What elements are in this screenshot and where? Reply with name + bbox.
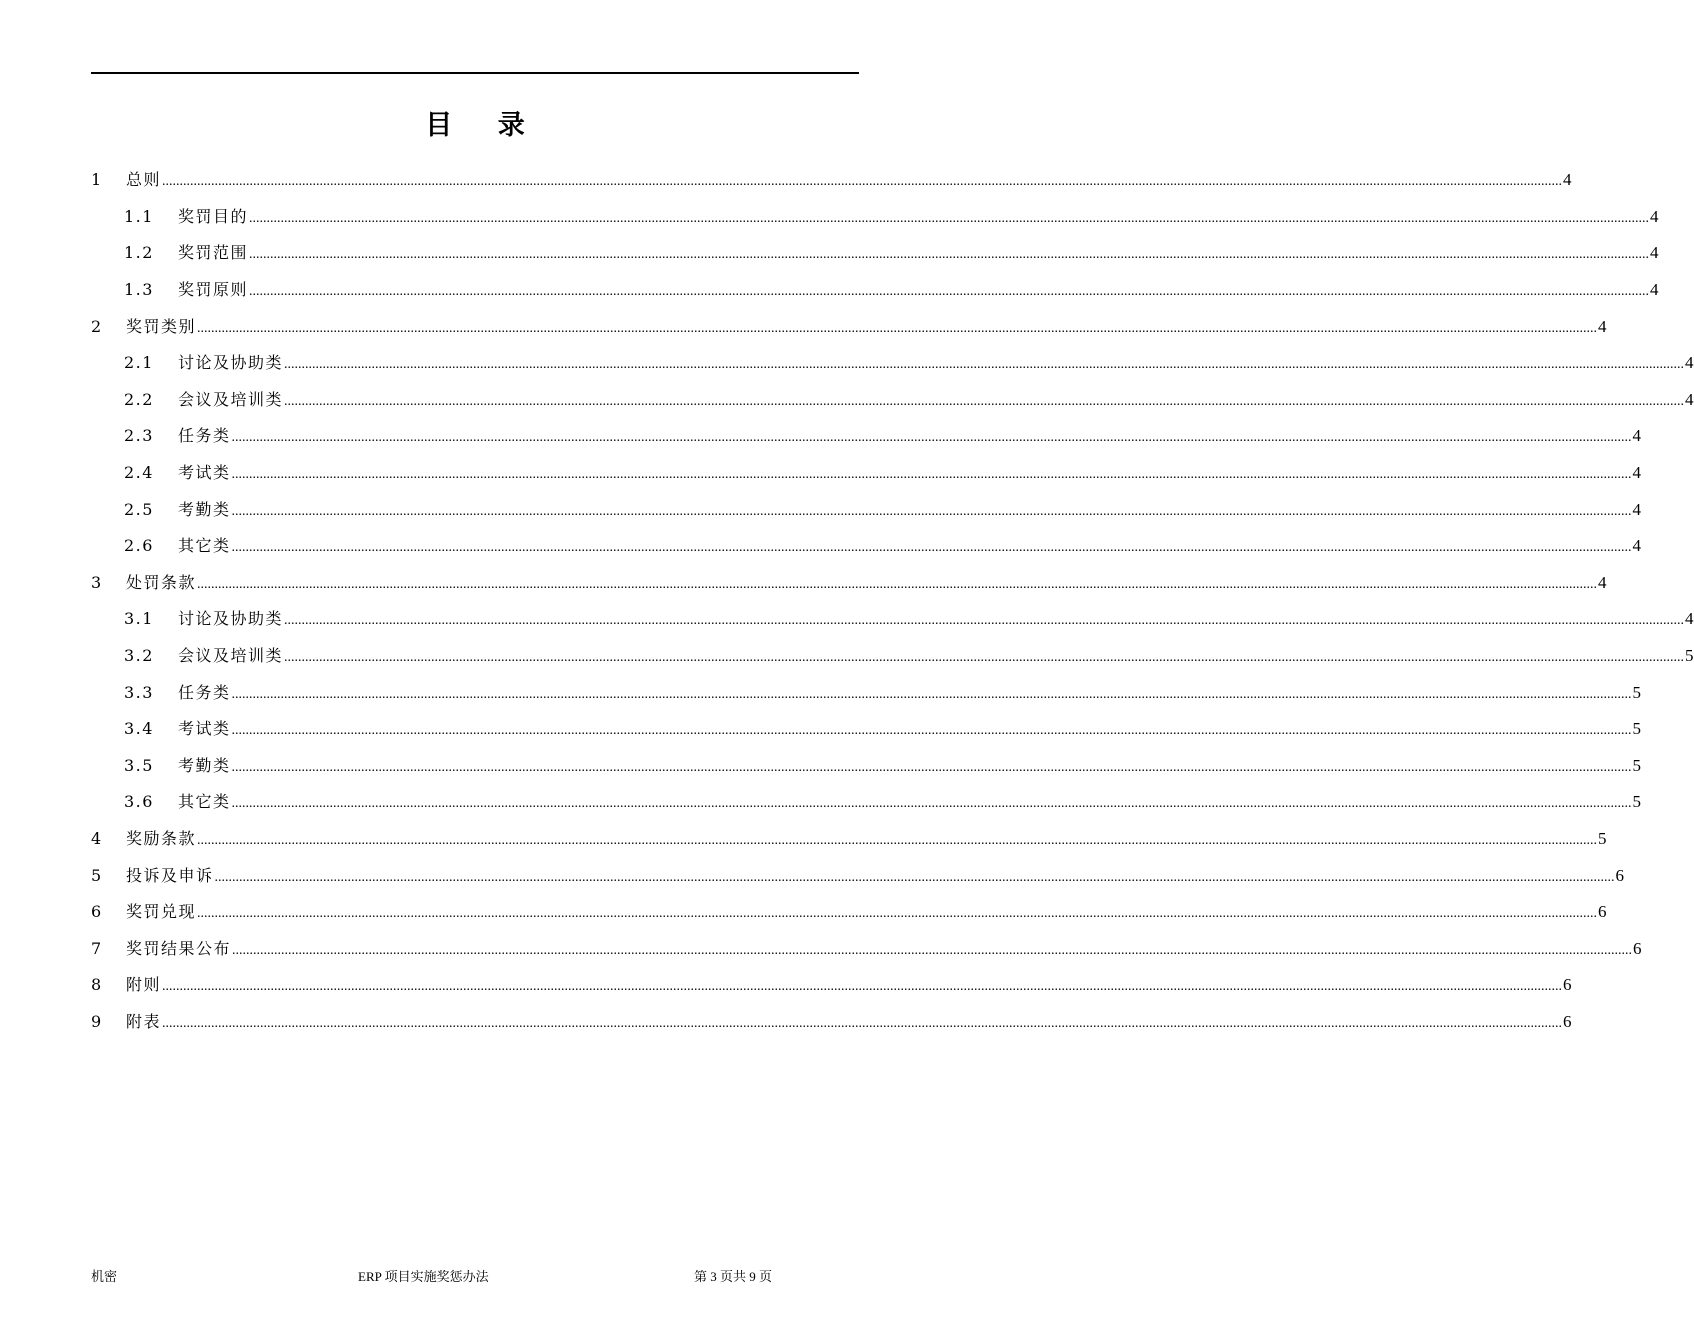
- toc-entry-page: 5: [1632, 792, 1642, 812]
- toc-entry-page: 5: [1632, 719, 1642, 739]
- toc-entry-title: 任务类: [178, 682, 231, 702]
- toc-entry[interactable]: [91, 528, 1642, 565]
- toc-dot-leader: ................................................................................................................................................................................................................................................................................................................................................................................................................: [231, 430, 1632, 446]
- toc-entry-page: 6: [1563, 1011, 1572, 1031]
- toc-entry[interactable]: [91, 821, 1607, 858]
- toc-entry[interactable]: [91, 235, 1659, 272]
- toc-entry[interactable]: [91, 967, 1572, 1004]
- toc-dot-leader: ................................................................................................................................................................................................................................................................................................................................................................................................................: [231, 540, 1632, 556]
- toc-entry-title: 考试类: [178, 463, 231, 483]
- toc-entry-number: 4: [91, 828, 103, 848]
- toc-entry-number: 3.3: [124, 682, 154, 702]
- toc-entry-title: 考试类: [178, 719, 231, 739]
- toc-entry-number: 6: [91, 902, 103, 922]
- toc-entry-page: 4: [1632, 499, 1642, 519]
- toc-entry-page: 6: [1615, 865, 1625, 885]
- toc-entry[interactable]: [91, 455, 1642, 492]
- toc-dot-leader: ................................................................................................................................................................................................................................................................................................................................................................................................................: [249, 210, 1650, 226]
- toc-entry-number: 3.5: [124, 755, 154, 775]
- toc-entry[interactable]: [91, 491, 1642, 528]
- toc-entry-title: 会议及培训类: [178, 646, 284, 666]
- toc-entry-page: 5: [1685, 646, 1694, 666]
- toc-entry[interactable]: [91, 345, 1694, 382]
- toc-entry-number: 7: [91, 938, 103, 958]
- toc-entry-title: 考勤类: [178, 755, 231, 775]
- toc-entry[interactable]: [91, 894, 1607, 931]
- toc-entry-page: 4: [1632, 426, 1642, 446]
- toc-entry-page: 4: [1598, 316, 1607, 336]
- toc-entry[interactable]: [91, 674, 1642, 711]
- toc-entry-page: 4: [1650, 280, 1659, 300]
- toc-entry-number: 3.2: [124, 646, 154, 666]
- toc-entry-title: 奖罚类别: [126, 316, 197, 336]
- toc-entry-number: 2.1: [124, 353, 154, 373]
- toc-dot-leader: ................................................................................................................................................................................................................................................................................................................................................................................................................: [197, 832, 1598, 848]
- toc-entry-title: 奖罚原则: [178, 280, 249, 300]
- toc-entry-page: 4: [1685, 389, 1694, 409]
- toc-dot-leader: ................................................................................................................................................................................................................................................................................................................................................................................................................: [231, 759, 1632, 775]
- toc-entry-title: 任务类: [178, 426, 231, 446]
- toc-dot-leader: ................................................................................................................................................................................................................................................................................................................................................................................................................: [162, 1015, 1563, 1031]
- toc-entry[interactable]: [91, 711, 1642, 748]
- toc-entry-title: 奖罚范围: [178, 243, 249, 263]
- toc-entry-number: 1.2: [124, 243, 154, 263]
- toc-dot-leader: ................................................................................................................................................................................................................................................................................................................................................................................................................: [197, 906, 1598, 922]
- toc-dot-leader: ................................................................................................................................................................................................................................................................................................................................................................................................................: [249, 247, 1650, 263]
- toc-entry-title: 讨论及协助类: [178, 353, 284, 373]
- toc-title: 目 录: [425, 110, 525, 141]
- toc-entry-title: 考勤类: [178, 499, 231, 519]
- toc-entry-number: 2.3: [124, 426, 154, 446]
- toc-entry[interactable]: [91, 272, 1659, 309]
- toc-entry-page: 4: [1563, 170, 1572, 190]
- toc-entry-title: 奖罚结果公布: [126, 938, 232, 958]
- toc-dot-leader: ................................................................................................................................................................................................................................................................................................................................................................................................................: [284, 393, 1685, 409]
- toc-entry-number: 3: [91, 572, 103, 592]
- toc-entry-number: 2.2: [124, 389, 154, 409]
- toc-entry-page: 4: [1650, 243, 1659, 263]
- toc-entry[interactable]: [91, 308, 1607, 345]
- toc-entry[interactable]: [91, 162, 1572, 199]
- toc-entry-title: 讨论及协助类: [178, 609, 284, 629]
- toc-dot-leader: ................................................................................................................................................................................................................................................................................................................................................................................................................: [284, 357, 1685, 373]
- toc-dot-leader: ................................................................................................................................................................................................................................................................................................................................................................................................................: [197, 320, 1598, 336]
- toc-entry-title: 附则: [126, 975, 162, 995]
- toc-entry[interactable]: [91, 199, 1659, 236]
- toc-entry-number: 9: [91, 1011, 103, 1031]
- toc-entry-title: 会议及培训类: [178, 389, 284, 409]
- toc-entry-number: 2.5: [124, 499, 154, 519]
- toc-entry-title: 处罚条款: [126, 572, 197, 592]
- toc-entry-number: 3.1: [124, 609, 154, 629]
- toc-entry-number: 1: [91, 170, 103, 190]
- toc-entry-page: 6: [1598, 902, 1607, 922]
- footer-confidential-label: 机密: [91, 1269, 118, 1284]
- toc-dot-leader: ................................................................................................................................................................................................................................................................................................................................................................................................................: [284, 650, 1685, 666]
- toc-entry-title: 奖励条款: [126, 828, 197, 848]
- header-rule: [91, 72, 859, 74]
- toc-entry-title: 附表: [126, 1011, 162, 1031]
- toc-entry-page: 5: [1632, 682, 1642, 702]
- toc-entry-number: 1.3: [124, 280, 154, 300]
- toc-dot-leader: ................................................................................................................................................................................................................................................................................................................................................................................................................: [231, 467, 1632, 483]
- footer-document-name: ERP 项目实施奖惩办法: [358, 1269, 489, 1284]
- toc-dot-leader: ................................................................................................................................................................................................................................................................................................................................................................................................................: [231, 503, 1632, 519]
- toc-entry-number: 2: [91, 316, 103, 336]
- toc-entry-number: 2.6: [124, 536, 154, 556]
- toc-entry[interactable]: [91, 930, 1642, 967]
- toc-dot-leader: ................................................................................................................................................................................................................................................................................................................................................................................................................: [214, 869, 1615, 885]
- toc-entry-number: 5: [91, 865, 103, 885]
- toc-entry-page: 5: [1632, 755, 1642, 775]
- toc-dot-leader: ................................................................................................................................................................................................................................................................................................................................................................................................................: [231, 686, 1632, 702]
- toc-dot-leader: ................................................................................................................................................................................................................................................................................................................................................................................................................: [249, 284, 1650, 300]
- toc-entry-title: 其它类: [178, 792, 231, 812]
- toc-entry-page: 6: [1563, 975, 1572, 995]
- toc-entry-page: 4: [1685, 609, 1694, 629]
- toc-entry-page: 6: [1633, 938, 1642, 958]
- toc-dot-leader: ................................................................................................................................................................................................................................................................................................................................................................................................................: [162, 174, 1563, 190]
- toc-entry[interactable]: [91, 601, 1694, 638]
- toc-entry-page: 4: [1632, 536, 1642, 556]
- toc-entry[interactable]: [91, 748, 1642, 785]
- toc-dot-leader: ................................................................................................................................................................................................................................................................................................................................................................................................................: [232, 942, 1633, 958]
- toc-entry-title: 奖罚目的: [178, 206, 249, 226]
- page-footer: [0, 1266, 950, 1286]
- toc-entry-number: 3.6: [124, 792, 154, 812]
- toc-entry-page: 4: [1632, 463, 1642, 483]
- toc-dot-leader: ................................................................................................................................................................................................................................................................................................................................................................................................................: [231, 723, 1632, 739]
- toc-entry-title: 奖罚兑现: [126, 902, 197, 922]
- toc-entry-number: 2.4: [124, 463, 154, 483]
- toc-dot-leader: ................................................................................................................................................................................................................................................................................................................................................................................................................: [231, 796, 1632, 812]
- toc-entry-title: 其它类: [178, 536, 231, 556]
- toc-entry[interactable]: [91, 565, 1607, 602]
- toc-entry[interactable]: [91, 857, 1625, 894]
- toc-entry[interactable]: [91, 382, 1694, 419]
- toc-dot-leader: ................................................................................................................................................................................................................................................................................................................................................................................................................: [284, 613, 1685, 629]
- toc-entry[interactable]: [91, 1004, 1572, 1041]
- toc-entry[interactable]: [91, 418, 1642, 455]
- toc-entry[interactable]: [91, 638, 1694, 675]
- toc-entry-page: 4: [1598, 572, 1607, 592]
- toc-entry-title: 总则: [126, 170, 162, 190]
- toc-dot-leader: ................................................................................................................................................................................................................................................................................................................................................................................................................: [197, 576, 1598, 592]
- footer-page-number: 第 3 页共 9 页: [694, 1269, 773, 1284]
- toc-entry-page: 5: [1598, 828, 1607, 848]
- toc-entry-page: 4: [1650, 206, 1659, 226]
- table-of-contents: [91, 162, 1694, 1040]
- toc-entry-title: 投诉及申诉: [126, 865, 214, 885]
- toc-entry-number: 3.4: [124, 719, 154, 739]
- toc-entry-number: 1.1: [124, 206, 154, 226]
- toc-entry[interactable]: [91, 784, 1642, 821]
- toc-entry-number: 8: [91, 975, 103, 995]
- toc-dot-leader: ................................................................................................................................................................................................................................................................................................................................................................................................................: [162, 979, 1563, 995]
- toc-entry-page: 4: [1685, 353, 1694, 373]
